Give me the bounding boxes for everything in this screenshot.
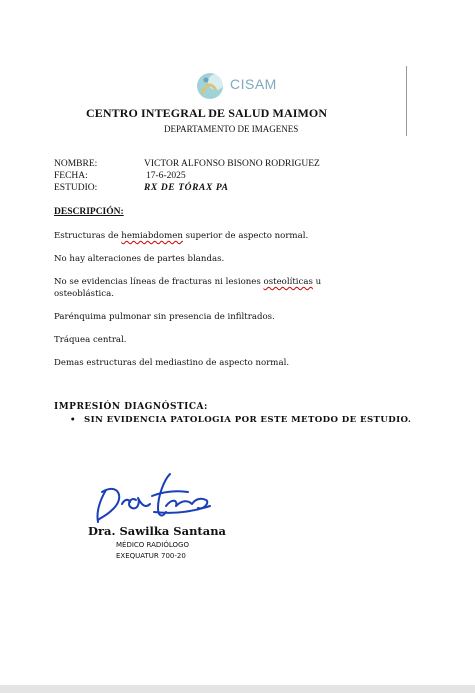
department-subtitle: DEPARTAMENTO DE IMAGENES bbox=[164, 124, 299, 134]
impression-list-item bbox=[70, 415, 411, 425]
finding-paragraph-3 bbox=[54, 276, 374, 300]
logo-text: CISAM bbox=[230, 76, 277, 92]
finding-paragraph-2: No hay alteraciones de partes blandas. bbox=[54, 254, 225, 264]
header-divider bbox=[406, 66, 407, 136]
impression-heading: IMPRESIÓN DIAGNÓSTICA: bbox=[54, 402, 208, 412]
logo-emblem-icon bbox=[192, 68, 232, 104]
study-label: ESTUDIO: bbox=[54, 183, 98, 193]
date-value: 17-6-2025 bbox=[146, 171, 186, 181]
name-label: NOMBRE: bbox=[54, 159, 98, 169]
finding-3-part-a: No se evidencias líneas de fracturas ni lesiones bbox=[54, 277, 264, 287]
finding-paragraph-4: Parénquima pulmonar sin presencia de infiltrados. bbox=[54, 312, 275, 322]
study-value: RX DE TÓRAX PA bbox=[144, 183, 229, 193]
signer-exequatur: EXEQUATUR 700-20 bbox=[116, 552, 186, 560]
description-heading: DESCRIPCIÓN: bbox=[54, 207, 124, 217]
clinic-title: CENTRO INTEGRAL DE SALUD MAIMON bbox=[86, 106, 328, 120]
finding-3-part-c: u osteoblástica. bbox=[54, 277, 322, 299]
finding-paragraph-1 bbox=[54, 230, 374, 242]
finding-paragraph-6: Demas estructuras del mediastino de aspecto normal. bbox=[54, 358, 290, 368]
signer-name: Dra. Sawilka Santana bbox=[88, 524, 226, 538]
finding-1-misspelled-word: hemiabdomen bbox=[121, 231, 183, 241]
finding-3-misspelled-word: osteolíticas bbox=[263, 277, 313, 287]
bottom-scroll-bar bbox=[0, 685, 475, 693]
handwritten-signature bbox=[92, 466, 222, 532]
finding-1-part-a: Estructuras de bbox=[54, 231, 122, 241]
bullet-icon: • bbox=[70, 415, 76, 425]
impression-text: SIN EVIDENCIA PATOLOGIA POR ESTE METODO DE ESTUDIO. bbox=[84, 415, 412, 425]
name-value: VICTOR ALFONSO BISONO RODRIGUEZ bbox=[144, 159, 320, 169]
date-label: FECHA: bbox=[54, 171, 88, 181]
finding-1-part-c: superior de aspecto normal. bbox=[182, 231, 309, 241]
signer-title: MÉDICO RADIÓLOGO bbox=[116, 541, 189, 549]
finding-paragraph-5: Tráquea central. bbox=[54, 335, 127, 345]
signature-scribble-icon bbox=[92, 466, 222, 528]
